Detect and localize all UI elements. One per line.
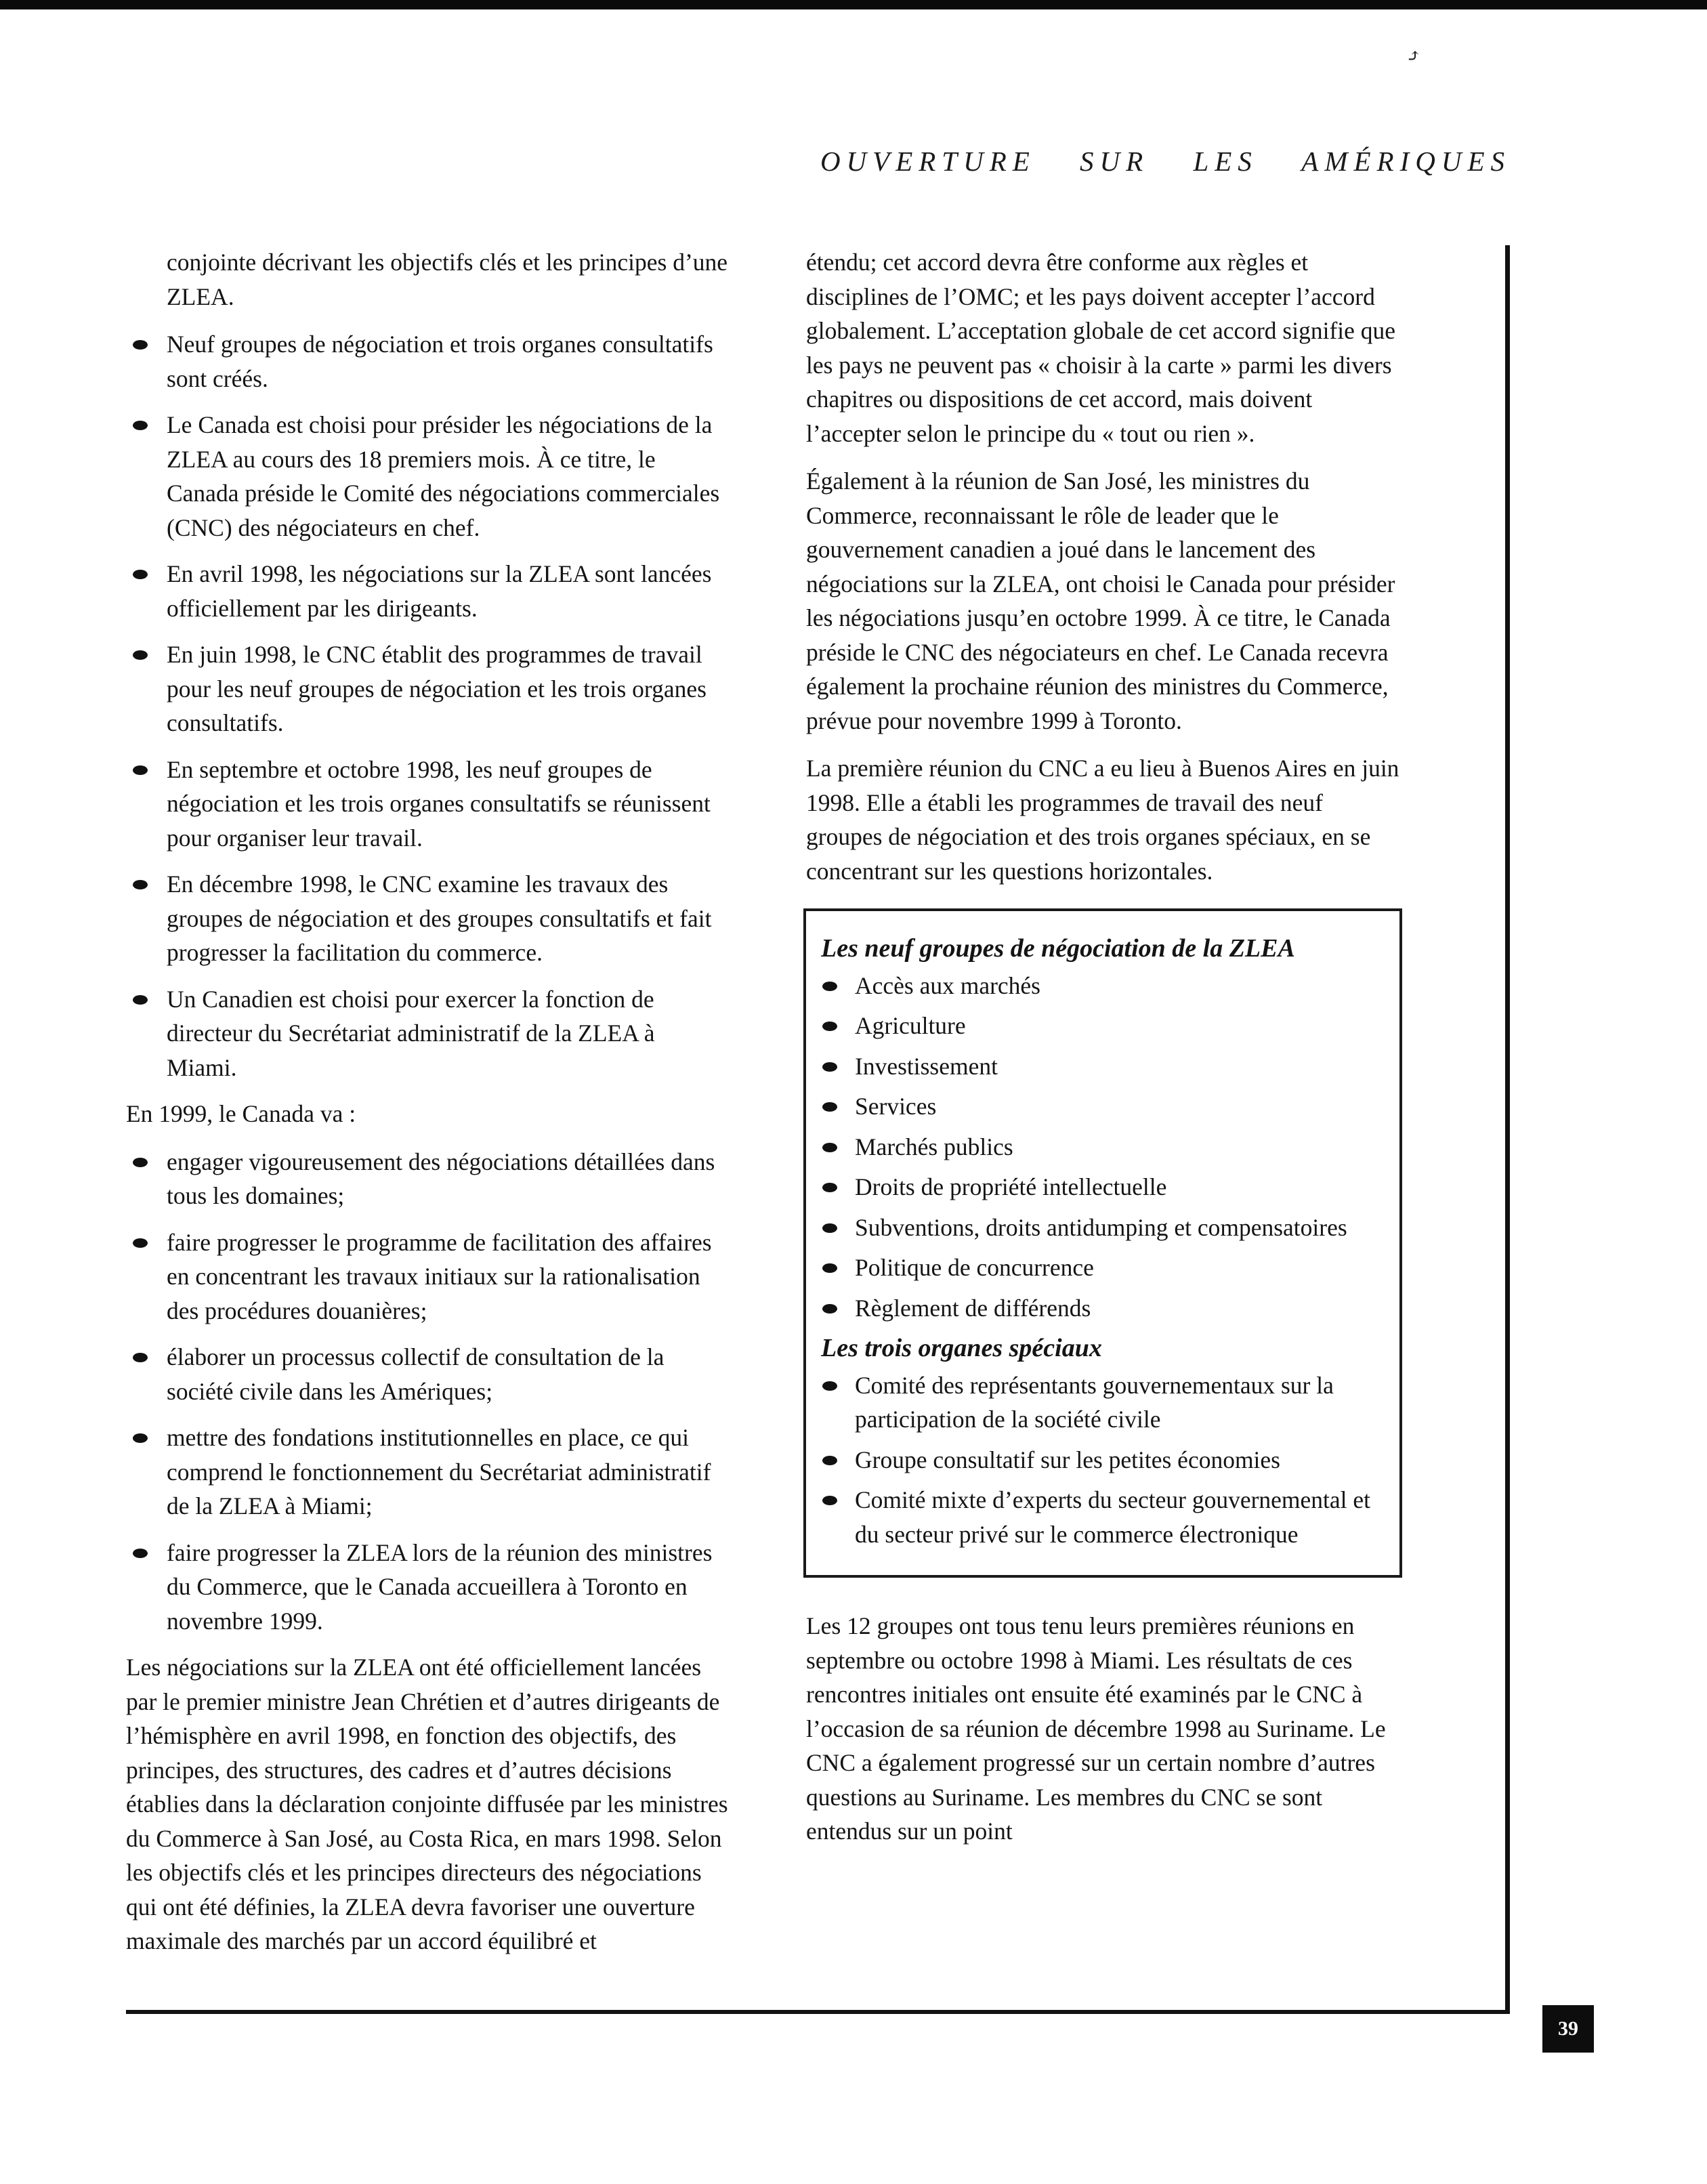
bullet-icon [133, 421, 148, 430]
paragraph: La première réunion du CNC a eu lieu à Buenos Aires en juin 1998. Elle a établi les programmes de travail des neuf groupes de négociation et des trois organes spéciaux, en se concentrant sur les questions horizontales. [806, 755, 1399, 885]
bullet-icon [133, 1353, 148, 1362]
list-item: En avril 1998, les négociations sur la ZLEA sont lancées officiellement par les dirigeants. [126, 557, 729, 625]
footer-rule [126, 2010, 1510, 2014]
right-column [806, 245, 1402, 1862]
list-item: En septembre et octobre 1998, les neuf groupes de négociation et les trois organes consultatifs se réunissent pour organiser leur travail. [126, 753, 729, 856]
lead-1999: En 1999, le Canada va : [126, 1100, 356, 1127]
bullet-icon [822, 1102, 837, 1112]
scan-artifact-icon: ⤴ [1406, 46, 1421, 66]
bullet-icon [822, 1223, 837, 1233]
bullet-icon [822, 1143, 837, 1152]
bullet-icon [133, 340, 148, 350]
bullet-icon [822, 1022, 837, 1031]
bullet-icon [822, 982, 837, 991]
sidebar-groups-list [821, 969, 1379, 1326]
list-item: faire progresser la ZLEA lors de la réunion des ministres du Commerce, que le Canada accueillera à Toronto en novembre 1999. [126, 1536, 729, 1639]
list-item: En décembre 1998, le CNC examine les travaux des groupes de négociation et des groupes consultatifs et fait progresser la facilitation du commerce. [126, 867, 729, 970]
page-number: 39 [1542, 2005, 1594, 2053]
bullet-icon [133, 1238, 148, 1248]
list-item: Comité des représentants gouvernementaux sur la participation de la société civile [821, 1368, 1379, 1437]
bullet-icon [822, 1496, 837, 1505]
bullet-icon [822, 1381, 837, 1391]
sidebar-bodies-list [821, 1368, 1379, 1552]
bullet-icon [133, 650, 148, 660]
list-item: engager vigoureusement des négociations détaillées dans tous les domaines; [126, 1145, 729, 1213]
bullet-icon [822, 1183, 837, 1192]
list-item: Agriculture [821, 1009, 1379, 1043]
sidebar-bodies-title: Les trois organes spéciaux [821, 1334, 1102, 1362]
intro-continuation: conjointe décrivant les objectifs clés et les principes d’une ZLEA. [167, 249, 728, 310]
bullet-icon [822, 1456, 837, 1465]
paragraph: Également à la réunion de San José, les ministres du Commerce, reconnaissant le rôle de leader que le gouvernement canadien a joué dans le lancement des négociations sur la ZLEA, ont choisi le Canada pour présider les négociations jusqu’en octobre 1999. À ce titre, le Canada préside le CNC des négociateurs en chef. Le Canada recevra également la prochaine réunion des ministres du Commerce, prévue pour novembre 1999 à Toronto. [806, 467, 1395, 734]
list-item: Services [821, 1089, 1379, 1124]
bullets-1999 [126, 1145, 729, 1639]
list-item: faire progresser le programme de facilitation des affaires en concentrant les travaux initiaux sur la rationalisation des procédures douanières; [126, 1225, 729, 1328]
list-item: En juin 1998, le CNC établit des programmes de travail pour les neuf groupes de négociation et les trois organes consultatifs. [126, 637, 729, 740]
bullet-icon [822, 1263, 837, 1273]
list-item: Marchés publics [821, 1130, 1379, 1164]
left-column [126, 245, 729, 1972]
list-item: Le Canada est choisi pour présider les négociations de la ZLEA au cours des 18 premiers mois. À ce titre, le Canada préside le Comité des négociations commerciales (CNC) des négociateurs en chef. [126, 408, 729, 545]
list-item: Comité mixte d’experts du secteur gouvernemental et du secteur privé sur le commerce électronique [821, 1483, 1379, 1551]
bullet-icon [133, 1158, 148, 1167]
running-header: OUVERTURE SUR LES AMÉRIQUES [820, 146, 1511, 177]
sidebar-box [803, 908, 1402, 1578]
paragraph: étendu; cet accord devra être conforme aux règles et disciplines de l’OMC; et les pays doivent accepter l’accord globalement. L’acceptation globale de cet accord signifie que les pays ne peuvent pas « choisir à la carte » parmi les divers chapitres ou dispositions de cet accord, mais doivent l’accepter selon le principe du « tout ou rien ». [806, 249, 1396, 447]
bullet-icon [822, 1304, 837, 1314]
bullet-icon [822, 1062, 837, 1072]
list-item: mettre des fondations institutionnelles en place, ce qui comprend le fonctionnement du Secrétariat administratif de la ZLEA à Miami; [126, 1421, 729, 1524]
list-item: Neuf groupes de négociation et trois organes consultatifs sont créés. [126, 327, 729, 396]
column-rule-right [1505, 245, 1510, 2013]
list-item: Groupe consultatif sur les petites économies [821, 1443, 1379, 1477]
closing-paragraph-left: Les négociations sur la ZLEA ont été officiellement lancées par le premier ministre Jean Chrétien et d’autres dirigeants de l’hémisphère en avril 1998, en fonction des objectifs, des principes, des structures, des cadres et d’autres décisions établies dans la déclaration conjointe diffusée par les ministres du Commerce à San José, au Costa Rica, en mars 1998. Selon les objectifs clés et les principes directeurs des négociations qui ont été définies, la ZLEA devra favoriser une ouverture maximale des marchés par un accord équilibré et [126, 1654, 728, 1954]
scan-top-edge [0, 0, 1707, 9]
list-item: Subventions, droits antidumping et compensatoires [821, 1211, 1379, 1245]
list-item: Investissement [821, 1049, 1379, 1084]
bullets-1998 [126, 327, 729, 1085]
bullet-icon [133, 765, 148, 775]
closing-paragraph-right: Les 12 groupes ont tous tenu leurs premières réunions en septembre ou octobre 1998 à Miami. Les résultats de ces rencontres initiales ont ensuite été examinés par le CNC à l’occasion de sa réunion de décembre 1998 au Suriname. Le CNC a également progressé sur un certain nombre d’autres questions au Suriname. Les membres du CNC se sont entendus sur un point [806, 1612, 1386, 1845]
bullet-icon [133, 1549, 148, 1558]
bullet-icon [133, 1433, 148, 1443]
sidebar-groups-title: Les neuf groupes de négociation de la ZLEA [821, 934, 1295, 963]
list-item: Règlement de différends [821, 1291, 1379, 1326]
list-item: Droits de propriété intellectuelle [821, 1170, 1379, 1204]
bullet-icon [133, 995, 148, 1005]
list-item: Politique de concurrence [821, 1251, 1379, 1285]
list-item: Un Canadien est choisi pour exercer la fonction de directeur du Secrétariat administratif de la ZLEA à Miami. [126, 982, 729, 1085]
bullet-icon [133, 570, 148, 579]
list-item: élaborer un processus collectif de consultation de la société civile dans les Amériques; [126, 1340, 729, 1408]
list-item: Accès aux marchés [821, 969, 1379, 1003]
bullet-icon [133, 880, 148, 889]
